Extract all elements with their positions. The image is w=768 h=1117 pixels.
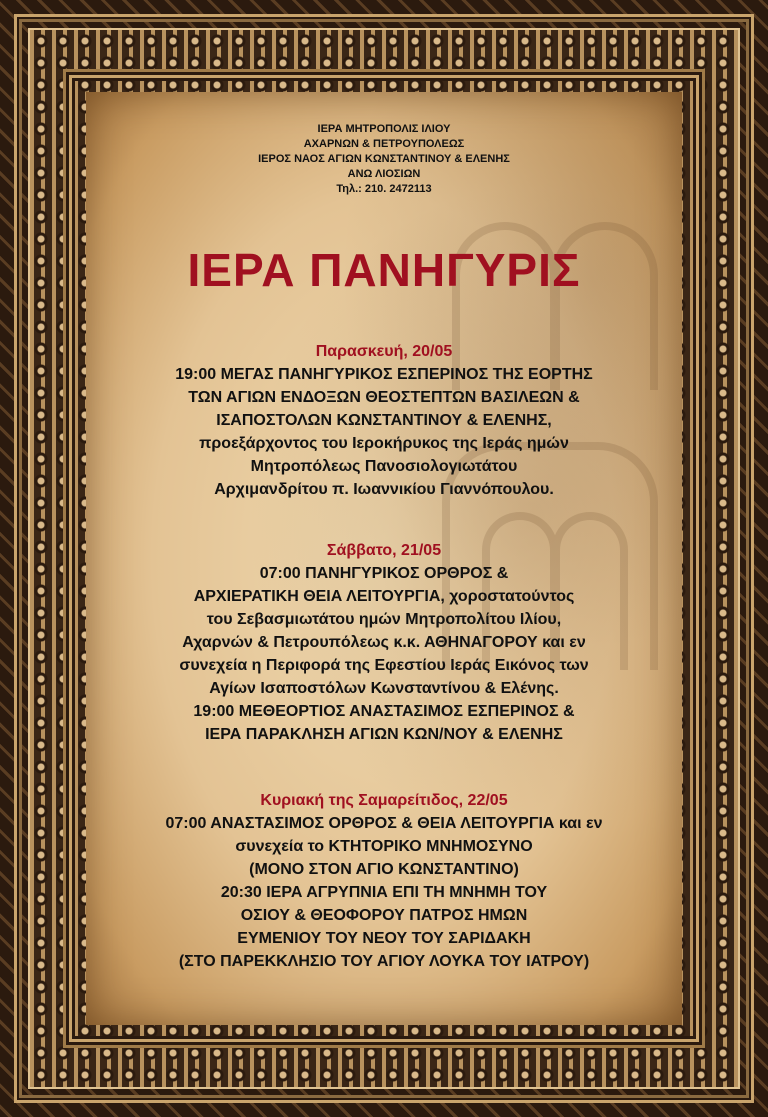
schedule-line: 19:00 ΜΕΓΑΣ ΠΑΝΗΓΥΡΙΚΟΣ ΕΣΠΕΡΙΝΟΣ ΤΗΣ ΕΟΡΤΗΣ xyxy=(175,366,593,383)
schedule-section-sunday xyxy=(86,790,682,973)
schedule-line: 07:00 ΠΑΝΗΓΥΡΙΚΟΣ ΟΡΘΡΟΣ & xyxy=(259,565,509,582)
schedule-section-saturday xyxy=(86,540,682,746)
header-phone: Τηλ.: 210. 2472113 xyxy=(336,183,432,195)
header-line-1: ΙΕΡΑ ΜΗΤΡΟΠΟΛΙΣ ΙΛΙΟΥ xyxy=(317,123,451,135)
schedule-line: Αχαρνών & Πετρουπόλεως κ.κ. ΑΘΗΝΑΓΟΡΟΥ και εν xyxy=(182,634,586,651)
schedule-line: Αγίων Ισαποστόλων Κωνσταντίνου & Ελένης. xyxy=(209,680,559,697)
header-line-4: ΑΝΩ ΛΙΟΣΙΩΝ xyxy=(347,168,421,180)
church-header xyxy=(86,122,682,197)
schedule-line: ΑΡΧΙΕΡΑΤΙΚΗ ΘΕΙΑ ΛΕΙΤΟΥΡΓΙΑ, χοροστατούντος xyxy=(193,588,575,605)
day-heading: Παρασκευή, 20/05 xyxy=(315,343,453,360)
schedule-line: του Σεβασμιωτάτου ημών Μητροπολίτου Ιλίου, xyxy=(206,611,562,628)
main-title: ΙΕΡΑ ΠΑΝΗΓΥΡΙΣ xyxy=(187,244,581,296)
header-line-2: ΑΧΑΡΝΩΝ & ΠΕΤΡΟΥΠΟΛΕΩΣ xyxy=(303,138,465,150)
schedule-line: 20:30 ΙΕΡΑ ΑΓΡΥΠΝΙΑ ΕΠΙ ΤΗ ΜΝΗΜΗ ΤΟΥ xyxy=(220,884,548,901)
schedule-line: 07:00 ΑΝΑΣΤΑΣΙΜΟΣ ΟΡΘΡΟΣ & ΘΕΙΑ ΛΕΙΤΟΥΡΓΙΑ και εν xyxy=(165,815,603,832)
schedule-section-friday xyxy=(86,341,682,501)
schedule-line: ΙΣΑΠΟΣΤΟΛΩΝ ΚΩΝΣΤΑΝΤΙΝΟΥ & ΕΛΕΝΗΣ, xyxy=(216,412,552,429)
schedule-line: ΟΣΙΟΥ & ΘΕΟΦΟΡΟΥ ΠΑΤΡΟΣ ΗΜΩΝ xyxy=(240,907,528,924)
announcement-content xyxy=(86,92,682,1025)
schedule-line: (ΣΤΟ ΠΑΡΕΚΚΛΗΣΙΟ ΤΟΥ ΑΓΙΟΥ ΛΟΥΚΑ ΤΟΥ ΙΑΤΡΟΥ) xyxy=(178,953,590,970)
parchment-panel xyxy=(86,92,682,1025)
day-heading: Κυριακή της Σαμαρείτιδος, 22/05 xyxy=(260,792,508,809)
schedule-line: 19:00 ΜΕΘΕΟΡΤΙΟΣ ΑΝΑΣΤΑΣΙΜΟΣ ΕΣΠΕΡΙΝΟΣ & xyxy=(193,703,575,720)
schedule-line: προεξάρχοντος του Ιεροκήρυκος της Ιεράς ημών xyxy=(199,435,569,452)
schedule-line: ΤΩΝ ΑΓΙΩΝ ΕΝΔΟΞΩΝ ΘΕΟΣΤΕΠΤΩΝ ΒΑΣΙΛΕΩΝ & xyxy=(188,389,580,406)
schedule-line: συνεχεία το ΚΤΗΤΟΡΙΚΟ ΜΝΗΜΟΣΥΝΟ xyxy=(235,838,533,855)
schedule-line: Μητροπόλεως Πανοσιολογιωτάτου xyxy=(250,458,518,475)
schedule-line: (ΜΟΝΟ ΣΤΟΝ ΑΓΙΟ ΚΩΝΣΤΑΝΤΙΝΟ) xyxy=(249,861,519,878)
schedule-line: Αρχιμανδρίτου π. Ιωαννικίου Γιαννόπουλου. xyxy=(214,481,554,498)
header-line-3: ΙΕΡΟΣ ΝΑΟΣ ΑΓΙΩΝ ΚΩΝΣΤΑΝΤΙΝΟΥ & ΕΛΕΝΗΣ xyxy=(258,153,510,165)
schedule-line: συνεχεία η Περιφορά της Εφεστίου Ιεράς Εικόνος των xyxy=(179,657,589,674)
schedule-line: ΕΥΜΕΝΙΟΥ ΤΟΥ ΝΕΟΥ ΤΟΥ ΣΑΡΙΔΑΚΗ xyxy=(237,930,531,947)
schedule-line: ΙΕΡΑ ΠΑΡΑΚΛΗΣΗ ΑΓΙΩΝ ΚΩΝ/ΝΟΥ & ΕΛΕΝΗΣ xyxy=(205,726,563,743)
day-heading: Σάββατο, 21/05 xyxy=(326,542,442,559)
